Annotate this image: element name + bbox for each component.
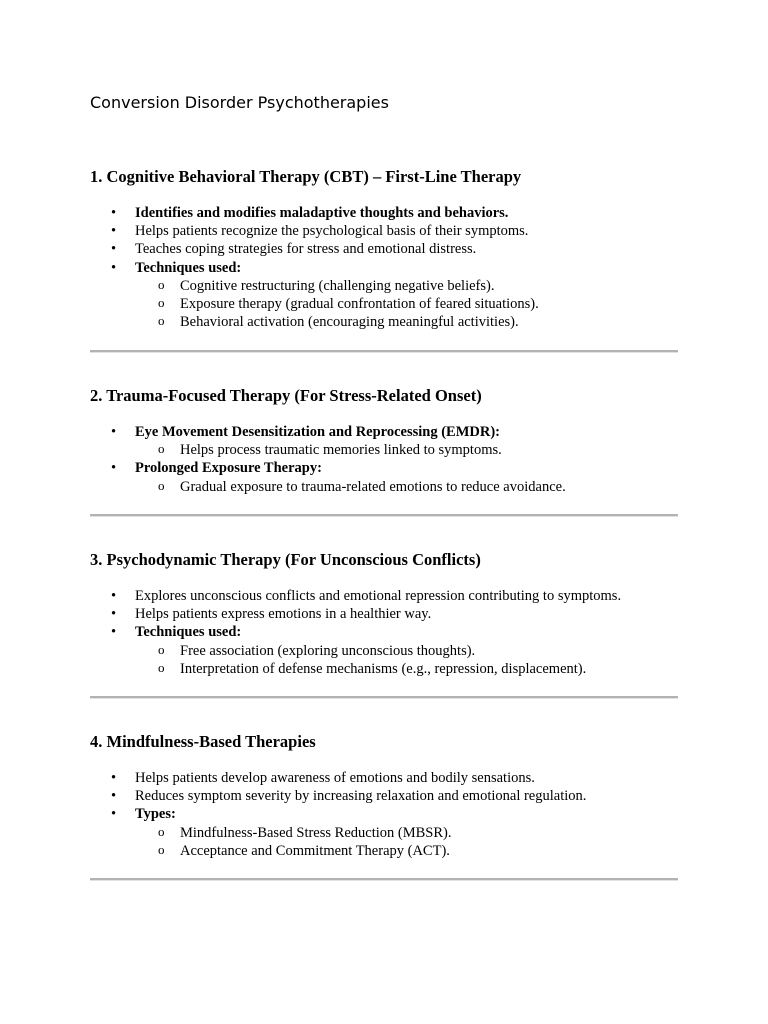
- sub-list-item: [90, 313, 680, 331]
- section-heading: 3. Psychodynamic Therapy (For Unconscious Conflicts): [90, 550, 481, 569]
- list-item-text: Eye Movement Desensitization and Reprocessing (EMDR):: [135, 424, 501, 440]
- sub-list-item: [90, 842, 680, 860]
- list-item-text: Prolonged Exposure Therapy:: [135, 460, 322, 477]
- list-item-text: Techniques used:: [135, 259, 242, 276]
- list-item: [90, 587, 680, 605]
- sub-item-text: Gradual exposure to trauma-related emotions to reduce avoidance.: [180, 478, 566, 495]
- bullet-list: [90, 423, 680, 496]
- sub-bullet-icon: o: [158, 823, 165, 839]
- sub-item-text: Interpretation of defense mechanisms (e.g., repression, displacement).: [180, 660, 587, 677]
- list-item: [90, 805, 680, 823]
- list-item-text: Helps patients recognize the psychological basis of their symptoms.: [135, 223, 529, 240]
- list-item-text: Identifies and modifies maladaptive thoughts and behaviors.: [135, 205, 509, 221]
- bullet-icon: •: [111, 806, 117, 823]
- list-item-text: Helps patients express emotions in a healthier way.: [135, 606, 432, 623]
- section-heading: 1. Cognitive Behavioral Therapy (CBT) – First-Line Therapy: [90, 167, 522, 186]
- list-item: [90, 222, 680, 240]
- section-cbt: [90, 166, 680, 331]
- bullet-icon: •: [111, 259, 117, 276]
- list-item-text: Types:: [135, 806, 176, 823]
- sub-bullet-icon: o: [158, 477, 165, 493]
- section-trauma-focused: [90, 385, 680, 496]
- list-item-text: Reduces symptom severity by increasing relaxation and emotional regulation.: [135, 788, 587, 805]
- horizontal-divider: [90, 514, 678, 517]
- list-item: [90, 605, 680, 623]
- list-item: [90, 769, 680, 787]
- section-psychodynamic: [90, 549, 680, 678]
- sub-item-text: Helps process traumatic memories linked to symptoms.: [180, 442, 502, 459]
- list-item: [90, 204, 680, 222]
- sub-bullet-icon: o: [158, 841, 165, 857]
- bullet-icon: •: [111, 460, 117, 477]
- bullet-list: [90, 587, 680, 678]
- document-title: Conversion Disorder Psychotherapies: [90, 93, 389, 112]
- list-item: [90, 787, 680, 805]
- bullet-icon: •: [111, 770, 117, 786]
- horizontal-divider: [90, 696, 678, 699]
- sub-bullet-icon: o: [158, 313, 165, 329]
- bullet-list: [90, 204, 680, 331]
- sub-list-item: [90, 441, 680, 459]
- list-item: [90, 623, 680, 641]
- sub-list-item: [90, 277, 680, 295]
- sub-bullet-icon: o: [158, 295, 165, 311]
- list-item: [90, 423, 680, 441]
- list-item-text: Explores unconscious conflicts and emotional repression contributing to symptoms.: [135, 588, 622, 604]
- horizontal-divider: [90, 878, 678, 881]
- sub-list-item: [90, 642, 680, 660]
- sub-bullet-icon: o: [158, 276, 165, 292]
- bullet-icon: •: [111, 606, 117, 623]
- sub-list-item: [90, 295, 680, 313]
- horizontal-divider: [90, 350, 678, 353]
- sub-item-text: Behavioral activation (encouraging meaningful activities).: [180, 314, 519, 331]
- list-item: [90, 259, 680, 277]
- sub-item-text: Free association (exploring unconscious thoughts).: [180, 642, 476, 659]
- list-item-text: Helps patients develop awareness of emotions and bodily sensations.: [135, 770, 535, 786]
- section-heading: 4. Mindfulness-Based Therapies: [90, 732, 316, 751]
- section-mindfulness: [90, 731, 680, 860]
- sub-item-text: Exposure therapy (gradual confrontation of feared situations).: [180, 296, 539, 313]
- list-item-text: Techniques used:: [135, 624, 242, 641]
- bullet-icon: •: [111, 788, 117, 805]
- sub-bullet-icon: o: [158, 441, 165, 457]
- list-item-text: Teaches coping strategies for stress and emotional distress.: [135, 241, 477, 258]
- sub-list-item: [90, 660, 680, 678]
- sub-item-text: Cognitive restructuring (challenging negative beliefs).: [180, 277, 495, 294]
- bullet-icon: •: [111, 424, 117, 440]
- bullet-icon: •: [111, 624, 117, 641]
- sub-item-text: Acceptance and Commitment Therapy (ACT).: [180, 842, 450, 859]
- section-heading: 2. Trauma-Focused Therapy (For Stress-Related Onset): [90, 386, 482, 405]
- sub-list-item: [90, 824, 680, 842]
- bullet-icon: •: [111, 223, 117, 240]
- list-item: [90, 459, 680, 477]
- list-item: [90, 240, 680, 258]
- sub-bullet-icon: o: [158, 659, 165, 675]
- sub-list-item: [90, 478, 680, 496]
- bullet-icon: •: [111, 205, 117, 221]
- sub-bullet-icon: o: [158, 641, 165, 657]
- bullet-list: [90, 769, 680, 860]
- sub-item-text: Mindfulness-Based Stress Reduction (MBSR).: [180, 824, 452, 841]
- bullet-icon: •: [111, 241, 117, 258]
- bullet-icon: •: [111, 588, 117, 604]
